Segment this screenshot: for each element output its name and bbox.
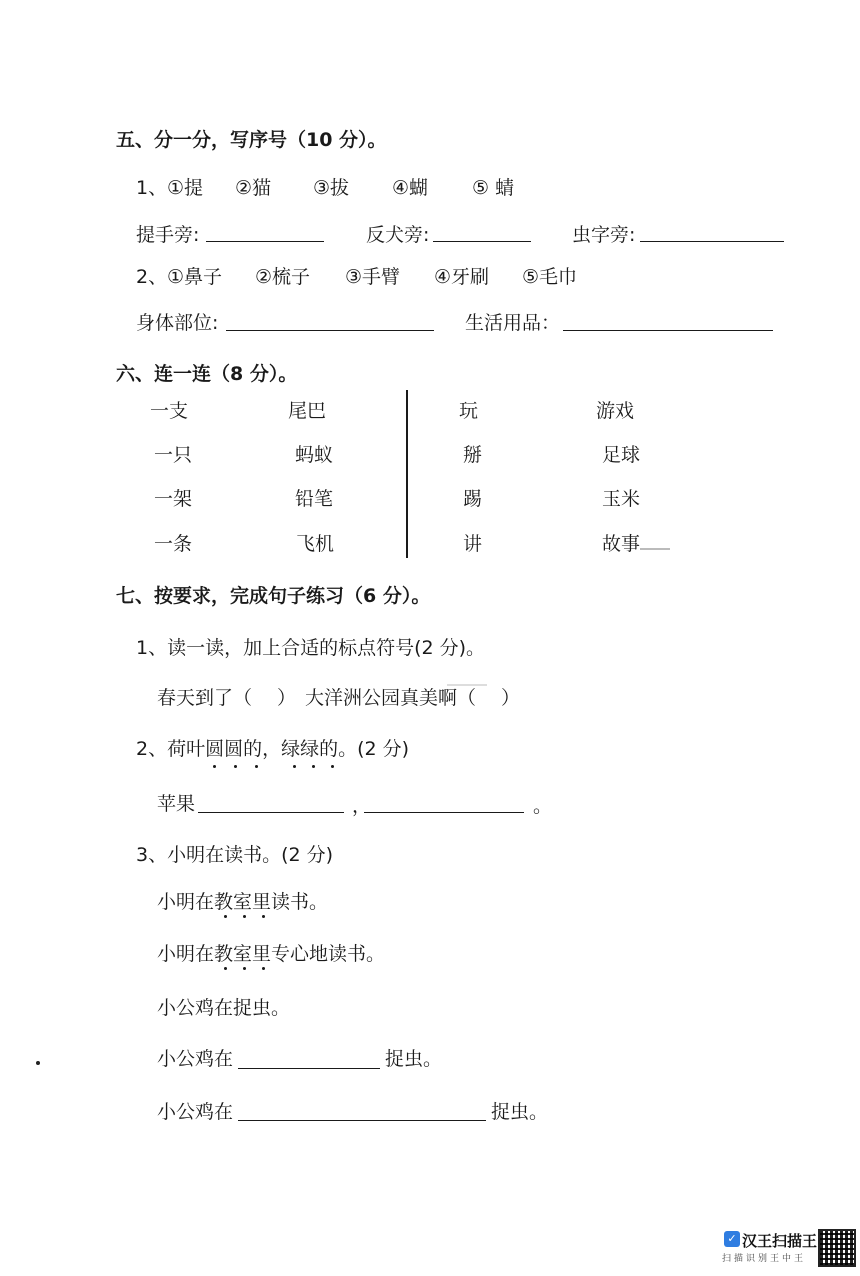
- q2-item: ②梳子: [255, 266, 311, 288]
- emphasis-dot: [213, 765, 216, 768]
- answer-blank[interactable]: [206, 241, 324, 242]
- emphasis-dot: [262, 967, 265, 970]
- q2-item: ④牙刷: [434, 266, 490, 288]
- fill-tail: 捉虫。: [491, 1101, 549, 1123]
- scanner-watermark: [718, 1227, 858, 1273]
- answer-blank[interactable]: [433, 241, 531, 242]
- example-sentence: 小明在教室里读书。: [157, 891, 329, 913]
- emphasis-dot: [243, 915, 246, 918]
- category-label: 身体部位:: [136, 312, 219, 334]
- q2-comma: ，: [352, 795, 372, 817]
- answer-blank[interactable]: [364, 812, 524, 813]
- match-right-a[interactable]: 踢: [463, 488, 483, 510]
- match-left-a[interactable]: 一条: [154, 533, 193, 555]
- fill-lead: 小公鸡在: [157, 1101, 234, 1123]
- match-right-a[interactable]: 玩: [459, 400, 479, 422]
- scan-smudge: [447, 684, 487, 686]
- category-label: 虫字旁:: [572, 224, 636, 246]
- category-label: 提手旁:: [136, 224, 200, 246]
- match-left-a[interactable]: 一只: [154, 444, 193, 466]
- sentence-a[interactable]: 春天到了（ ）: [157, 687, 297, 709]
- emphasis-dot: [293, 765, 296, 768]
- answer-blank[interactable]: [226, 330, 434, 331]
- match-right-b[interactable]: 足球: [602, 444, 641, 466]
- emphasis-dot: [243, 967, 246, 970]
- q3-prompt: 3、小明在读书。(2 分): [136, 844, 334, 866]
- q1-number: 1、: [136, 177, 168, 199]
- example-sentence: 小公鸡在捉虫。: [157, 997, 291, 1019]
- q1-prompt: 1、读一读，加上合适的标点符号(2 分)。: [136, 637, 486, 659]
- answer-blank[interactable]: [640, 241, 784, 242]
- answer-blank[interactable]: [198, 812, 344, 813]
- sentence-b[interactable]: 大洋洲公园真美啊（ ）: [305, 687, 521, 709]
- scan-smudge: [640, 548, 670, 550]
- match-right-b[interactable]: 故事: [602, 533, 641, 555]
- q2-number: 2、: [136, 266, 168, 288]
- match-right-b[interactable]: 玉米: [602, 488, 641, 510]
- emphasis-dot: [234, 765, 237, 768]
- match-left-a[interactable]: 一架: [154, 488, 193, 510]
- section-7-title: 七、按要求，完成句子练习（6 分）。: [116, 585, 431, 607]
- emphasis-dot: [262, 915, 265, 918]
- match-right-b[interactable]: 游戏: [596, 400, 635, 422]
- q2-item: ③手臂: [345, 266, 401, 288]
- fill-tail: 捉虫。: [385, 1048, 443, 1070]
- match-right-a[interactable]: 讲: [463, 533, 483, 555]
- q2-period: 。: [533, 795, 553, 817]
- answer-blank[interactable]: [238, 1068, 380, 1069]
- watermark-subtitle: 扫描识别王中王: [722, 1254, 807, 1264]
- q2-item: ①鼻子: [167, 266, 223, 288]
- q1-item: ②猫: [235, 177, 272, 199]
- emphasis-dot: [255, 765, 258, 768]
- match-right-a[interactable]: 掰: [463, 444, 483, 466]
- emphasis-dot: [224, 967, 227, 970]
- q2-lead: 苹果: [157, 793, 196, 815]
- match-left-a[interactable]: 一支: [150, 400, 189, 422]
- category-label: 生活用品：: [465, 312, 561, 334]
- q1-item: ⑤ 蜻: [472, 177, 515, 199]
- match-left-b[interactable]: 铅笔: [295, 488, 334, 510]
- q1-item: ③拔: [313, 177, 350, 199]
- fill-lead: 小公鸡在: [157, 1048, 234, 1070]
- match-left-b[interactable]: 蚂蚁: [295, 444, 334, 466]
- scanner-logo-icon: ✓: [724, 1231, 740, 1247]
- answer-blank[interactable]: [563, 330, 773, 331]
- emphasis-dot: [312, 765, 315, 768]
- scan-speck: [36, 1061, 40, 1065]
- q1-item: ④蝴: [392, 177, 429, 199]
- section-5-title: 五、分一分，写序号（10 分）。: [116, 129, 387, 151]
- q2-item: ⑤毛巾: [522, 266, 578, 288]
- emphasis-dot: [224, 915, 227, 918]
- match-left-b[interactable]: 飞机: [296, 533, 335, 555]
- answer-blank[interactable]: [238, 1120, 486, 1121]
- q2-prompt: 2、荷叶圆圆的，绿绿的。(2 分): [136, 738, 410, 760]
- category-label: 反犬旁:: [366, 224, 430, 246]
- emphasis-dot: [331, 765, 334, 768]
- column-divider: [406, 390, 408, 558]
- watermark-name: 汉王扫描王: [742, 1232, 818, 1250]
- example-sentence: 小明在教室里专心地读书。: [157, 943, 386, 965]
- match-left-b[interactable]: 尾巴: [288, 400, 327, 422]
- section-6-title: 六、连一连（8 分）。: [116, 363, 298, 385]
- q1-item: ①提: [167, 177, 204, 199]
- qr-code-icon: [818, 1229, 856, 1267]
